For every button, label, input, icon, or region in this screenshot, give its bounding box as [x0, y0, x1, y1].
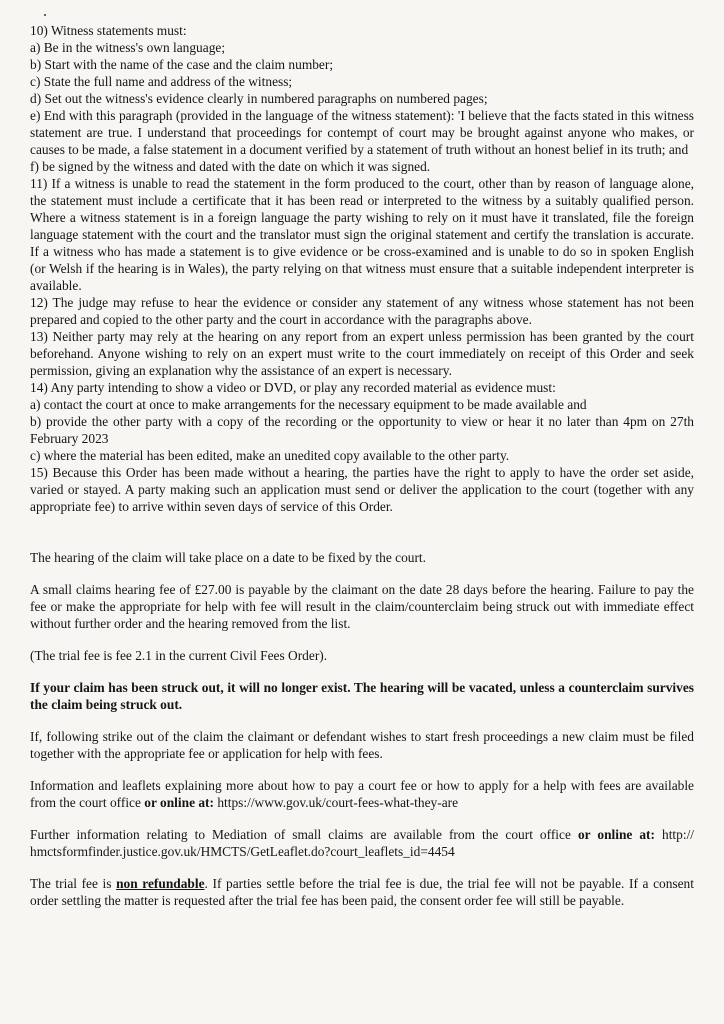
- mediation-link[interactable]: http:// hmctsformfinder.justice.gov.uk/HMCTS/GetLeaflet.do?court_leaflets_id=4454: [30, 827, 695, 859]
- item-15: 15) Because this Order has been made without a hearing, the parties have the right to apply to have the order set aside, varied or stayed. A party making such an application must send or deliver the application to the court (together with any appropriate fee) to arrive within seven days of service of this Order.: [30, 465, 694, 514]
- info-text: Information and leaflets explaining more about how to pay a court fee or how to apply for a help with fees are available from the court office: [30, 778, 694, 810]
- mediation-text: Further information relating to Mediation of small claims are available from the court office: [30, 827, 571, 842]
- item-14b: b) provide the other party with a copy of the recording or the opportunity to view or hear it no later than 4pm on 27th February 2023: [30, 414, 694, 446]
- info-online-label: or online at:: [144, 795, 214, 810]
- item-10a: a) Be in the witness's own language;: [30, 40, 226, 55]
- item-10e: e) End with this paragraph (provided in the language of the witness statement): 'I believe that the facts stated in this witness statement are true. I understand that proceedings for contempt of court may be brought against anyone who makes, or causes to be made, a false statement in a document verified by a statement of truth without an honest belief in its truth; and: [30, 108, 694, 157]
- fresh-proceedings-text: If, following strike out of the claim the claimant or defendant wishes to start fresh proceedings a new claim must be filed together with the appropriate fee or application for help with fees.: [30, 729, 694, 761]
- fee-notice-text: A small claims hearing fee of £27.00 is payable by the claimant on the date 28 days before the hearing. Failure to pay the fee or make the appropriate for help with fee will result in the claim/counterclaim being struck out with immediate effect without further order and the hearing removed from the list.: [30, 582, 694, 631]
- item-12: 12) The judge may refuse to hear the evidence or consider any statement of any witness whose statement has not been prepared and copied to the other party and the court in accordance with the paragraphs above.: [30, 295, 694, 327]
- struck-out-warning: If your claim has been struck out, it will no longer exist. The hearing will be vacated, unless a counterclaim survives the claim being struck out.: [30, 680, 694, 712]
- scan-speck: [44, 14, 46, 16]
- item-10f: f) be signed by the witness and dated with the date on which it was signed.: [30, 159, 431, 174]
- court-fees-link[interactable]: https://www.gov.uk/court-fees-what-they-are: [217, 795, 459, 810]
- item-13: 13) Neither party may rely at the hearing on any report from an expert unless permission has been granted by the court beforehand. Anyone wishing to rely on an expert must write to the court immediately on receipt of this Order and seek permission, giving an explanation why the assistance of an expert is necessary.: [30, 329, 694, 378]
- trial-fee-reference: (The trial fee is fee 2.1 in the current Civil Fees Order).: [30, 648, 328, 663]
- item-14a: a) contact the court at once to make arrangements for the necessary equipment to be made available and: [30, 397, 587, 412]
- item-10d: d) Set out the witness's evidence clearly in numbered paragraphs on numbered pages;: [30, 91, 488, 106]
- item-10c: c) State the full name and address of the witness;: [30, 74, 293, 89]
- item-10-heading: 10) Witness statements must:: [30, 23, 187, 38]
- hearing-date-text: The hearing of the claim will take place on a date to be fixed by the court.: [30, 550, 426, 565]
- mediation-online-label: or online at:: [577, 827, 655, 842]
- item-10b: b) Start with the name of the case and the claim number;: [30, 57, 334, 72]
- info-paragraph: [30, 777, 694, 811]
- refund-post: . If parties settle before the trial fee is due, the trial fee will not be payable. If a consent order settling the matter is requested after the trial fee has been paid, the consent order fee will still be payable.: [30, 876, 694, 908]
- section-gap: [30, 515, 694, 539]
- refund-pre: The trial fee is: [30, 876, 112, 891]
- refund-paragraph: [30, 875, 694, 909]
- mediation-paragraph: [30, 826, 694, 860]
- non-refundable-emphasis: non refundable: [116, 876, 205, 891]
- item-14-heading: 14) Any party intending to show a video or DVD, or play any recorded material as evidence must:: [30, 380, 556, 395]
- item-14c: c) where the material has been edited, make an unedited copy available to the other party.: [30, 448, 510, 463]
- court-order-page: [30, 22, 694, 924]
- item-11: 11) If a witness is unable to read the statement in the form produced to the court, other than by reason of language alone, the statement must include a certificate that it has been read or interpreted to the witness by a suitably qualified person. Where a witness statement is in a foreign language the party wishing to rely on it must have it translated, file the foreign language statement with the court and the translator must sign the original statement and certify the translation is accurate. If a witness who has made a statement is to give evidence or be cross-examined and is unable to do so in spoken English (or Welsh if the hearing is in Wales), the party relying on that witness must ensure that a suitable independent interpreter is available.: [30, 176, 694, 293]
